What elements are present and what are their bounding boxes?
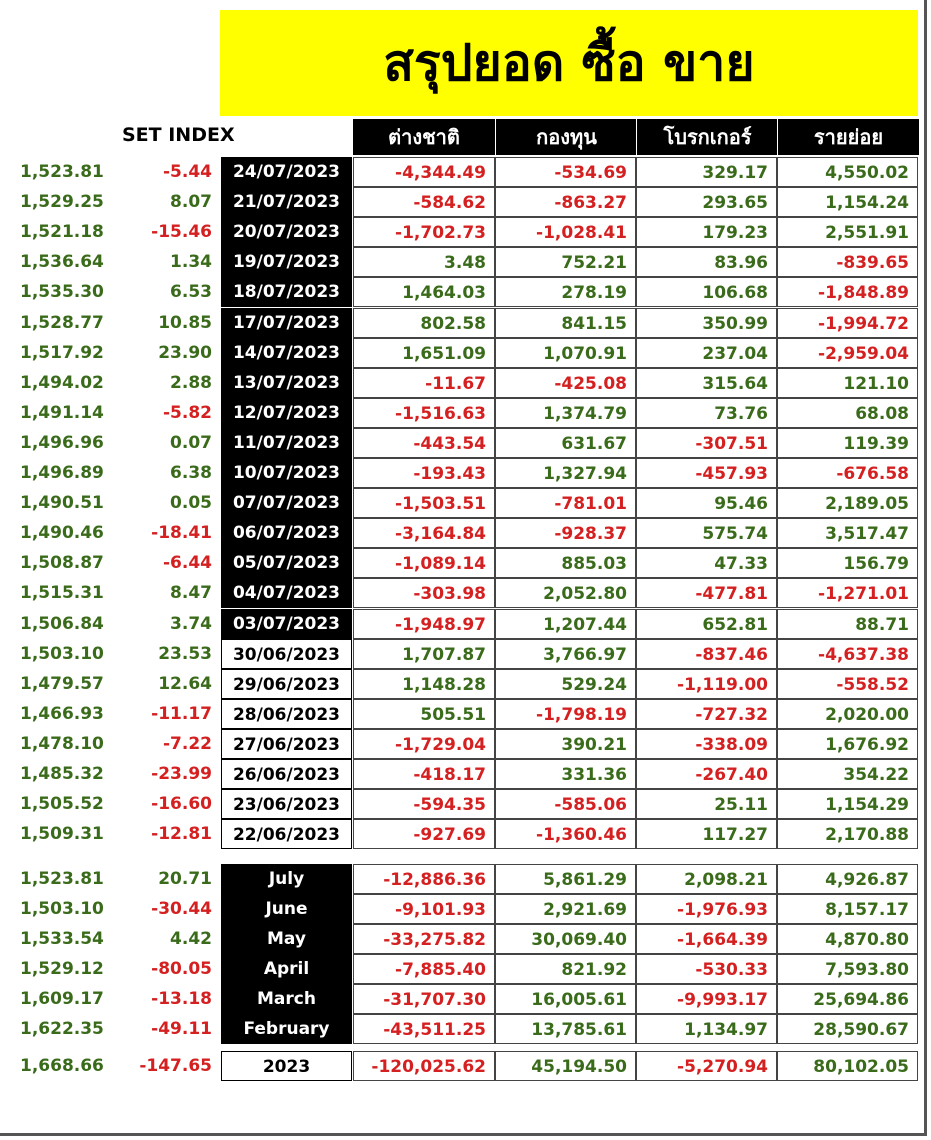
- set-index-value: 1,508.87: [20, 553, 104, 573]
- index-change: 10.85: [158, 313, 212, 333]
- foreign-value: -31,707.30: [353, 984, 495, 1014]
- header-fund: กองทุน: [495, 119, 637, 155]
- retail-value: -676.58: [777, 458, 918, 488]
- index-change: 4.42: [170, 929, 212, 949]
- fund-value: 1,070.91: [495, 338, 636, 368]
- period-label: 03/07/2023: [221, 609, 352, 639]
- header-retail: รายย่อย: [777, 119, 919, 155]
- daily-row: [0, 578, 931, 608]
- daily-row: [0, 368, 931, 398]
- period-label: 26/06/2023: [221, 759, 352, 789]
- index-change: -49.11: [151, 1019, 212, 1039]
- retail-value: 28,590.67: [777, 1014, 918, 1044]
- daily-row: [0, 548, 931, 578]
- period-label: 29/06/2023: [221, 669, 352, 699]
- daily-row: [0, 428, 931, 458]
- foreign-value: 1,707.87: [353, 639, 495, 669]
- fund-value: 16,005.61: [495, 984, 636, 1014]
- broker-value: -530.33: [636, 954, 777, 984]
- retail-value: 80,102.05: [777, 1051, 918, 1081]
- monthly-row: [0, 954, 931, 984]
- foreign-value: 1,148.28: [353, 669, 495, 699]
- retail-value: 121.10: [777, 368, 918, 398]
- foreign-value: -418.17: [353, 759, 495, 789]
- foreign-value: -33,275.82: [353, 924, 495, 954]
- foreign-value: -12,886.36: [353, 864, 495, 894]
- index-change: -147.65: [139, 1056, 212, 1076]
- index-change: -15.46: [151, 222, 212, 242]
- index-change: 12.64: [158, 674, 212, 694]
- retail-value: -1,271.01: [777, 578, 918, 608]
- index-change: 23.90: [158, 343, 212, 363]
- fund-value: 30,069.40: [495, 924, 636, 954]
- period-label: 23/06/2023: [221, 789, 352, 819]
- broker-value: -307.51: [636, 428, 777, 458]
- monthly-row: [0, 894, 931, 924]
- retail-value: 2,170.88: [777, 819, 918, 849]
- fund-value: -863.27: [495, 187, 636, 217]
- fund-value: -928.37: [495, 518, 636, 548]
- foreign-value: 3.48: [353, 247, 495, 277]
- foreign-value: -11.67: [353, 368, 495, 398]
- broker-value: -1,976.93: [636, 894, 777, 924]
- period-label: 10/07/2023: [221, 458, 352, 488]
- foreign-value: -43,511.25: [353, 1014, 495, 1044]
- foreign-value: -1,729.04: [353, 729, 495, 759]
- fund-value: 885.03: [495, 548, 636, 578]
- header-broker: โบรกเกอร์: [636, 119, 778, 155]
- period-label: 24/07/2023: [221, 157, 352, 187]
- set-index-value: 1,529.12: [20, 959, 104, 979]
- broker-value: 47.33: [636, 548, 777, 578]
- period-label: 04/07/2023: [221, 578, 352, 608]
- period-label: 18/07/2023: [221, 277, 352, 307]
- retail-value: -4,637.38: [777, 639, 918, 669]
- index-change: 2.88: [170, 373, 212, 393]
- set-index-value: 1,496.96: [20, 433, 104, 453]
- broker-value: -727.32: [636, 699, 777, 729]
- index-change: -12.81: [151, 824, 212, 844]
- fund-value: 752.21: [495, 247, 636, 277]
- index-change: 6.38: [170, 463, 212, 483]
- fund-value: 529.24: [495, 669, 636, 699]
- retail-value: 25,694.86: [777, 984, 918, 1014]
- broker-value: 350.99: [636, 308, 777, 338]
- period-label: 17/07/2023: [221, 308, 352, 338]
- period-label: 19/07/2023: [221, 247, 352, 277]
- set-index-value: 1,506.84: [20, 614, 104, 634]
- set-index-value: 1,509.31: [20, 824, 104, 844]
- foreign-value: -120,025.62: [353, 1051, 495, 1081]
- foreign-value: -443.54: [353, 428, 495, 458]
- daily-row: [0, 789, 931, 819]
- period-label: 30/06/2023: [221, 639, 352, 669]
- daily-row: [0, 308, 931, 338]
- retail-value: 4,550.02: [777, 157, 918, 187]
- foreign-value: -303.98: [353, 578, 495, 608]
- fund-value: -585.06: [495, 789, 636, 819]
- daily-row: [0, 187, 931, 217]
- index-change: 0.07: [170, 433, 212, 453]
- fund-value: 2,052.80: [495, 578, 636, 608]
- broker-value: 329.17: [636, 157, 777, 187]
- set-index-value: 1,466.93: [20, 704, 104, 724]
- index-change: 0.05: [170, 493, 212, 513]
- set-index-label: SET INDEX: [122, 124, 235, 146]
- fund-value: -1,798.19: [495, 699, 636, 729]
- set-index-value: 1,521.18: [20, 222, 104, 242]
- set-index-value: 1,491.14: [20, 403, 104, 423]
- set-index-value: 1,490.46: [20, 523, 104, 543]
- retail-value: 4,870.80: [777, 924, 918, 954]
- index-change: 20.71: [158, 869, 212, 889]
- broker-value: 179.23: [636, 217, 777, 247]
- broker-value: 95.46: [636, 488, 777, 518]
- set-index-value: 1,523.81: [20, 162, 104, 182]
- index-change: -16.60: [151, 794, 212, 814]
- index-change: -18.41: [151, 523, 212, 543]
- fund-value: 278.19: [495, 277, 636, 307]
- fund-value: 841.15: [495, 308, 636, 338]
- set-index-value: 1,479.57: [20, 674, 104, 694]
- foreign-value: -1,516.63: [353, 398, 495, 428]
- fund-value: 3,766.97: [495, 639, 636, 669]
- set-index-value: 1,490.51: [20, 493, 104, 513]
- index-change: 6.53: [170, 282, 212, 302]
- fund-value: -534.69: [495, 157, 636, 187]
- monthly-row: [0, 984, 931, 1014]
- broker-value: 73.76: [636, 398, 777, 428]
- period-label: 22/06/2023: [221, 819, 352, 849]
- index-change: -23.99: [151, 764, 212, 784]
- period-label: 27/06/2023: [221, 729, 352, 759]
- page-title: สรุปยอด ซื้อ ขาย: [220, 10, 918, 116]
- daily-row: [0, 639, 931, 669]
- retail-value: -839.65: [777, 247, 918, 277]
- fund-value: -781.01: [495, 488, 636, 518]
- retail-value: 7,593.80: [777, 954, 918, 984]
- broker-value: 575.74: [636, 518, 777, 548]
- broker-value: -1,119.00: [636, 669, 777, 699]
- daily-row: [0, 759, 931, 789]
- period-label: 07/07/2023: [221, 488, 352, 518]
- broker-value: -5,270.94: [636, 1051, 777, 1081]
- set-index-value: 1,503.10: [20, 644, 104, 664]
- daily-row: [0, 518, 931, 548]
- period-label: 28/06/2023: [221, 699, 352, 729]
- fund-value: -1,360.46: [495, 819, 636, 849]
- period-label: 12/07/2023: [221, 398, 352, 428]
- broker-value: 2,098.21: [636, 864, 777, 894]
- period-label: 14/07/2023: [221, 338, 352, 368]
- retail-value: 2,020.00: [777, 699, 918, 729]
- set-index-value: 1,535.30: [20, 282, 104, 302]
- index-change: -5.82: [163, 403, 212, 423]
- monthly-row: [0, 1014, 931, 1044]
- set-index-value: 1,536.64: [20, 252, 104, 272]
- fund-value: 390.21: [495, 729, 636, 759]
- retail-value: 156.79: [777, 548, 918, 578]
- period-label: 21/07/2023: [221, 187, 352, 217]
- period-label: May: [221, 924, 352, 954]
- index-change: 8.47: [170, 583, 212, 603]
- broker-value: -1,664.39: [636, 924, 777, 954]
- broker-value: 652.81: [636, 609, 777, 639]
- daily-row: [0, 729, 931, 759]
- set-index-value: 1,517.92: [20, 343, 104, 363]
- set-index-value: 1,529.25: [20, 192, 104, 212]
- index-change: -11.17: [151, 704, 212, 724]
- index-change: -7.22: [163, 734, 212, 754]
- daily-row: [0, 398, 931, 428]
- retail-value: 88.71: [777, 609, 918, 639]
- broker-value: 1,134.97: [636, 1014, 777, 1044]
- fund-value: 45,194.50: [495, 1051, 636, 1081]
- broker-value: -267.40: [636, 759, 777, 789]
- index-change: 1.34: [170, 252, 212, 272]
- retail-value: 1,154.24: [777, 187, 918, 217]
- period-label: April: [221, 954, 352, 984]
- daily-row: [0, 488, 931, 518]
- fund-value: 821.92: [495, 954, 636, 984]
- set-index-value: 1,515.31: [20, 583, 104, 603]
- foreign-value: 1,464.03: [353, 277, 495, 307]
- foreign-value: -927.69: [353, 819, 495, 849]
- retail-value: 3,517.47: [777, 518, 918, 548]
- broker-value: 106.68: [636, 277, 777, 307]
- retail-value: -1,994.72: [777, 308, 918, 338]
- foreign-value: -594.35: [353, 789, 495, 819]
- retail-value: -558.52: [777, 669, 918, 699]
- foreign-value: -1,702.73: [353, 217, 495, 247]
- daily-row: [0, 247, 931, 277]
- index-change: -80.05: [151, 959, 212, 979]
- retail-value: 68.08: [777, 398, 918, 428]
- retail-value: 2,551.91: [777, 217, 918, 247]
- foreign-value: -9,101.93: [353, 894, 495, 924]
- foreign-value: -584.62: [353, 187, 495, 217]
- foreign-value: -1,948.97: [353, 609, 495, 639]
- retail-value: 1,154.29: [777, 789, 918, 819]
- fund-value: -425.08: [495, 368, 636, 398]
- period-label: 11/07/2023: [221, 428, 352, 458]
- set-index-value: 1,478.10: [20, 734, 104, 754]
- broker-value: 83.96: [636, 247, 777, 277]
- monthly-row: [0, 864, 931, 894]
- foreign-value: -1,089.14: [353, 548, 495, 578]
- foreign-value: 505.51: [353, 699, 495, 729]
- set-index-value: 1,523.81: [20, 869, 104, 889]
- period-label: February: [221, 1014, 352, 1044]
- broker-value: 293.65: [636, 187, 777, 217]
- daily-row: [0, 458, 931, 488]
- index-change: 8.07: [170, 192, 212, 212]
- foreign-value: 802.58: [353, 308, 495, 338]
- fund-value: -1,028.41: [495, 217, 636, 247]
- set-index-value: 1,505.52: [20, 794, 104, 814]
- retail-value: 8,157.17: [777, 894, 918, 924]
- foreign-value: -193.43: [353, 458, 495, 488]
- daily-row: [0, 669, 931, 699]
- set-index-value: 1,533.54: [20, 929, 104, 949]
- broker-value: 315.64: [636, 368, 777, 398]
- index-change: 23.53: [158, 644, 212, 664]
- period-label: 2023: [221, 1051, 352, 1081]
- retail-value: 2,189.05: [777, 488, 918, 518]
- index-change: -30.44: [151, 899, 212, 919]
- daily-row: [0, 819, 931, 849]
- fund-value: 1,374.79: [495, 398, 636, 428]
- fund-value: 1,207.44: [495, 609, 636, 639]
- index-change: -6.44: [163, 553, 212, 573]
- set-index-value: 1,496.89: [20, 463, 104, 483]
- retail-value: 119.39: [777, 428, 918, 458]
- broker-value: 117.27: [636, 819, 777, 849]
- retail-value: -1,848.89: [777, 277, 918, 307]
- broker-value: -457.93: [636, 458, 777, 488]
- set-index-value: 1,609.17: [20, 989, 104, 1009]
- index-change: -5.44: [163, 162, 212, 182]
- broker-value: -837.46: [636, 639, 777, 669]
- period-label: July: [221, 864, 352, 894]
- retail-value: -2,959.04: [777, 338, 918, 368]
- period-label: June: [221, 894, 352, 924]
- daily-row: [0, 217, 931, 247]
- set-index-value: 1,622.35: [20, 1019, 104, 1039]
- fund-value: 1,327.94: [495, 458, 636, 488]
- broker-value: -9,993.17: [636, 984, 777, 1014]
- set-index-value: 1,485.32: [20, 764, 104, 784]
- foreign-value: -1,503.51: [353, 488, 495, 518]
- monthly-row: [0, 924, 931, 954]
- foreign-value: -3,164.84: [353, 518, 495, 548]
- fund-value: 631.67: [495, 428, 636, 458]
- period-label: 05/07/2023: [221, 548, 352, 578]
- foreign-value: -4,344.49: [353, 157, 495, 187]
- broker-value: 237.04: [636, 338, 777, 368]
- broker-value: 25.11: [636, 789, 777, 819]
- retail-value: 354.22: [777, 759, 918, 789]
- retail-value: 4,926.87: [777, 864, 918, 894]
- fund-value: 2,921.69: [495, 894, 636, 924]
- index-change: 3.74: [170, 614, 212, 634]
- index-change: -13.18: [151, 989, 212, 1009]
- daily-row: [0, 157, 931, 187]
- foreign-value: 1,651.09: [353, 338, 495, 368]
- fund-value: 5,861.29: [495, 864, 636, 894]
- set-index-value: 1,503.10: [20, 899, 104, 919]
- fund-value: 331.36: [495, 759, 636, 789]
- set-index-value: 1,528.77: [20, 313, 104, 333]
- daily-row: [0, 699, 931, 729]
- broker-value: -477.81: [636, 578, 777, 608]
- fund-value: 13,785.61: [495, 1014, 636, 1044]
- daily-row: [0, 338, 931, 368]
- set-index-value: 1,668.66: [20, 1056, 104, 1076]
- set-index-value: 1,494.02: [20, 373, 104, 393]
- total-row: [0, 1051, 931, 1081]
- period-label: March: [221, 984, 352, 1014]
- broker-value: -338.09: [636, 729, 777, 759]
- retail-value: 1,676.92: [777, 729, 918, 759]
- header-foreign: ต่างชาติ: [353, 119, 495, 155]
- daily-row: [0, 277, 931, 307]
- daily-row: [0, 609, 931, 639]
- period-label: 20/07/2023: [221, 217, 352, 247]
- period-label: 06/07/2023: [221, 518, 352, 548]
- foreign-value: -7,885.40: [353, 954, 495, 984]
- period-label: 13/07/2023: [221, 368, 352, 398]
